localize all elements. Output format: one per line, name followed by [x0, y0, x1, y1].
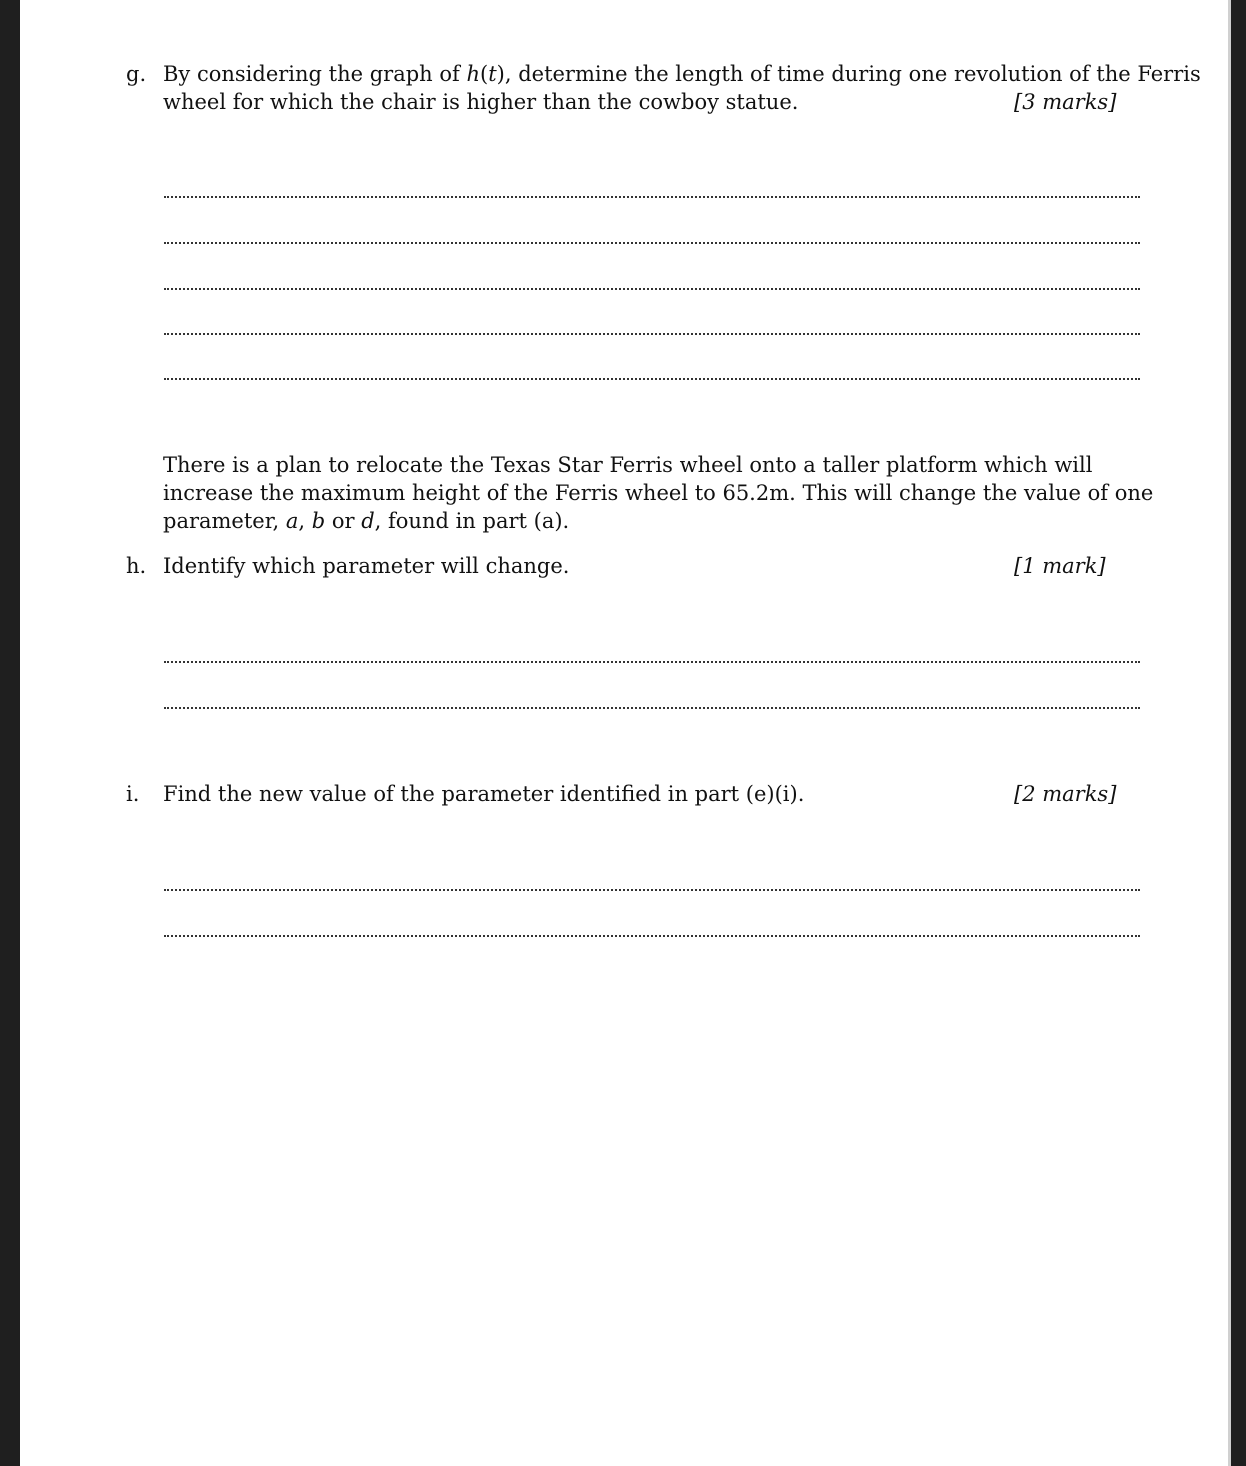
- question-h-text: Identify which parameter will change.: [163, 554, 570, 578]
- page-right-border: [1228, 0, 1231, 1466]
- context-line-3: parameter, a, b or d, found in part (a).: [163, 509, 570, 533]
- answer-line-g-4[interactable]: [164, 333, 1140, 335]
- question-h-marks: [1 mark]: [1014, 554, 1106, 578]
- context-line-1: There is a plan to relocate the Texas Star Ferris wheel onto a taller platform which will: [163, 453, 1093, 477]
- answer-line-g-5[interactable]: [164, 378, 1140, 380]
- answer-line-g-2[interactable]: [164, 242, 1140, 244]
- answer-line-i-2[interactable]: [164, 935, 1140, 937]
- question-i-number: i.: [126, 782, 140, 806]
- answer-line-h-1[interactable]: [164, 661, 1140, 663]
- answer-line-h-2[interactable]: [164, 707, 1140, 709]
- question-g-text-line-1: By considering the graph of h(t), determine the length of time during one revolution of the Ferris: [163, 62, 1201, 86]
- question-g-text-line-2: wheel for which the chair is higher than the cowboy statue.: [163, 90, 799, 114]
- context-line-2: increase the maximum height of the Ferris wheel to 65.2m. This will change the value of one: [163, 481, 1154, 505]
- question-g-marks: [3 marks]: [1014, 90, 1117, 114]
- question-i-text: Find the new value of the parameter identified in part (e)(i).: [163, 782, 805, 806]
- question-i-marks: [2 marks]: [1014, 782, 1117, 806]
- question-h-number: h.: [126, 554, 147, 578]
- question-g-number: g.: [126, 62, 147, 86]
- exam-page: [20, 0, 1228, 1466]
- answer-line-g-1[interactable]: [164, 196, 1140, 198]
- answer-line-i-1[interactable]: [164, 889, 1140, 891]
- answer-line-g-3[interactable]: [164, 288, 1140, 290]
